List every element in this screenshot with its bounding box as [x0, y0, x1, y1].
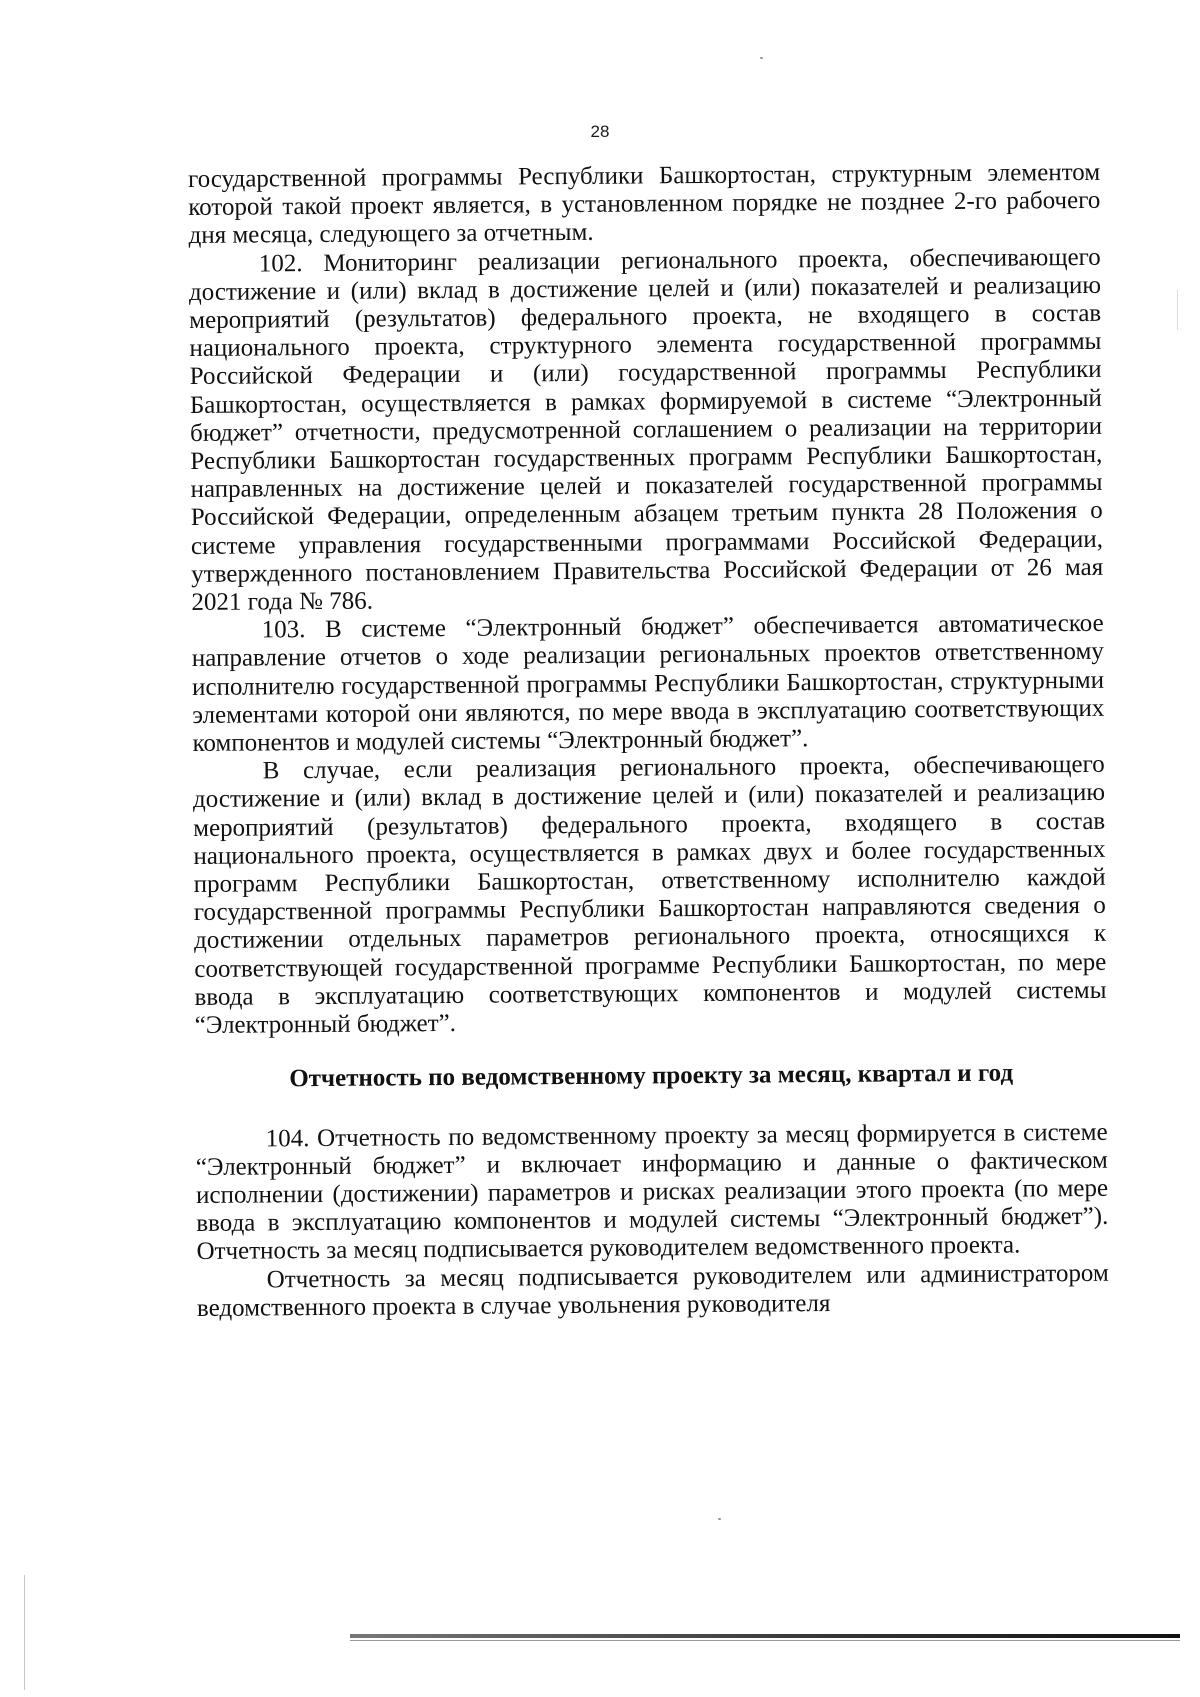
paragraph-continuation: государственной программы Республики Башкортостан, структурным элементом которой такой проект является, в установленном порядке не позднее 2-го рабочего дня месяца, следующего за отчетным.	[188, 158, 1101, 250]
paragraph-103: 103. В системе “Электронный бюджет” обеспечивается автоматическое направление отчетов о ходе реализации региональных проектов ответственному исполнителю государственной программы Республики Башкортостан, структурными элементами которой они являются, по мере ввода в эксплуатацию соответствующих компонентов и модулей системы “Электронный бюджет”.	[191, 610, 1105, 758]
paragraph-102: 102. Мониторинг реализации регионального проекта, обеспечивающего достижение и (или) вклад в достижение целей и (или) показателей и реализацию мероприятий (результатов) федерального проекта, не входящего в состав национального проекта, структурного элемента государственной программы Российской Федерации и (или) государственной программы Республики Башкортостан, осуществляется в рамках формируемой в системе “Электронный бюджет” отчетности, предусмотренной соглашением о реализации на территории Республики Башкортостан государственных программ Республики Башкортостан, направленных на достижение целей и показателей государственной программы Российской Федерации, определенным абзацем третьим пункта 28 Положения о системе управления государственными программами Российской Федерации, утвержденного постановлением Правительства Российской Федерации от 26 мая 2021 года № 786.	[188, 243, 1104, 617]
scan-speck	[718, 1518, 721, 1520]
scan-bottom-rule-shadow	[350, 1640, 1180, 1641]
page-number: 28	[590, 122, 610, 141]
document-body	[188, 159, 1109, 1323]
section-heading: Отчетность по ведомственному проекту за месяц, квартал и год	[289, 1059, 1014, 1093]
paragraph-104-continuation: Отчетность за месяц подписывается руководителем или администратором ведомственного проекта в случае увольнения руководителя	[196, 1259, 1109, 1322]
scan-edge-mark-right	[1177, 290, 1178, 330]
scan-edge-mark-left	[24, 1575, 25, 1690]
paragraph-103-continuation: В случае, если реализация регионального проекта, обеспечивающего достижение и (или) вклад в достижение целей и (или) показателей и реализацию мероприятий (результатов) федерального проекта, входящего в состав национального проекта, осуществляется в рамках двух и более государственных программ Республики Башкортостан, ответственному исполнителю каждой государственной программы Республики Башкортостан направляются сведения о достижении отдельных параметров регионального проекта, относящихся к соответствующей государственной программе Республики Башкортостан, по мере ввода в эксплуатацию соответствующих компонентов и модулей системы “Электронный бюджет”.	[192, 751, 1107, 1040]
scan-speck	[760, 57, 763, 59]
scan-bottom-rule	[350, 1634, 1180, 1638]
paragraph-104: 104. Отчетность по ведомственному проекту за месяц формируется в системе “Электронный бюджет” и включает информацию и данные о фактическом исполнении (достижении) параметров и рисках реализации этого проекта (по мере ввода в эксплуатацию компонентов и модулей системы “Электронный бюджет”). Отчетность за месяц подписывается руководителем ведомственного проекта.	[195, 1118, 1109, 1266]
